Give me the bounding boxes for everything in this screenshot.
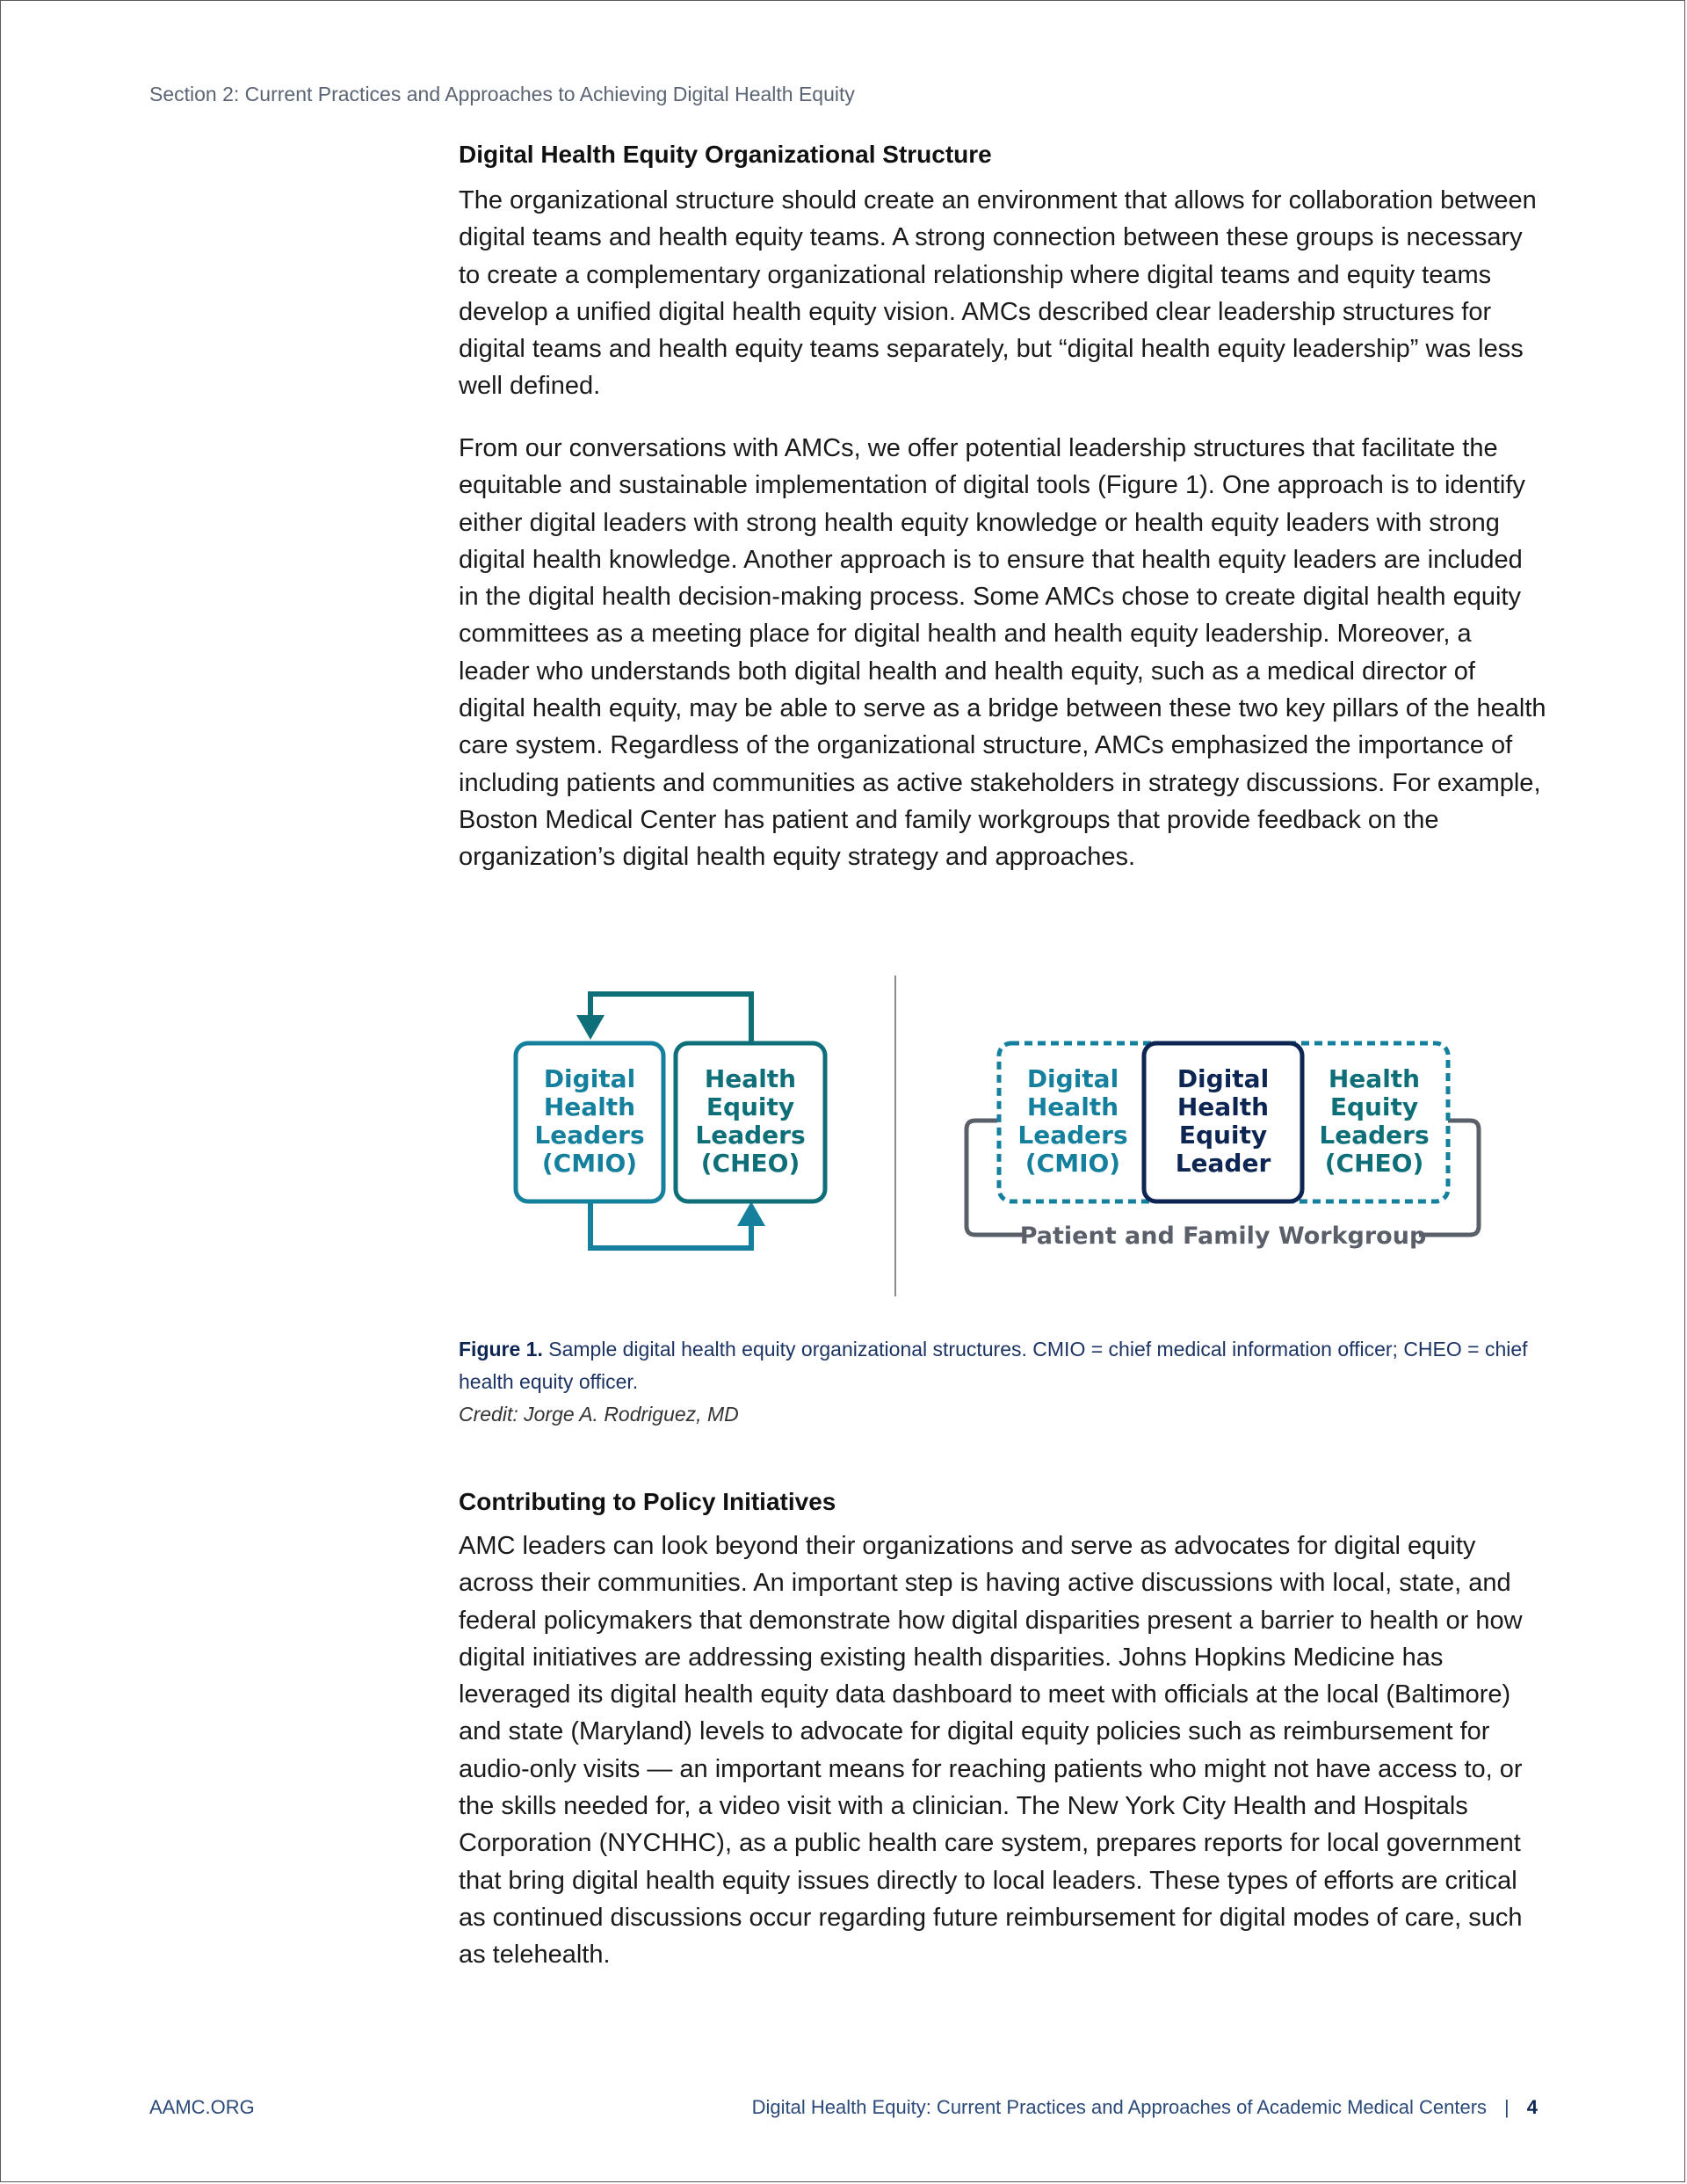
box-label: Leaders (534, 1121, 645, 1150)
org-structure-figure (492, 971, 1511, 1305)
box-label: Leaders (1319, 1121, 1430, 1150)
figure-caption-label: Figure 1. (459, 1338, 543, 1360)
box-label: Health (1328, 1064, 1421, 1093)
box-label: Leader (1175, 1149, 1271, 1178)
box-label: Equity (1178, 1121, 1268, 1150)
box-label: Leaders (695, 1121, 806, 1150)
box-label: (CHEO) (1324, 1149, 1424, 1178)
footer-title: Digital Health Equity: Current Practices and Approaches of Academic Medical Centers (751, 2096, 1488, 2118)
paragraph-3 (459, 1527, 1548, 1974)
figure-caption-block (459, 1333, 1548, 1431)
arrow-up-icon (737, 1201, 765, 1226)
box-label: Digital (1026, 1064, 1119, 1093)
running-head: Section 2: Current Practices and Approaches to Achieving Digital Health Equity (149, 83, 855, 105)
workgroup-label: Patient and Family Workgroup (1019, 1223, 1427, 1250)
box-label: Health (1177, 1092, 1270, 1121)
box-label: Equity (1329, 1092, 1419, 1121)
paragraph-2 (459, 430, 1548, 876)
figure-credit: Credit: Jorge A. Rodriguez, MD (459, 1403, 739, 1426)
figure-caption (459, 1333, 1548, 1398)
box-label: (CMIO) (1025, 1149, 1121, 1178)
paragraph-text: The organizational structure should create an environment that allows for collaboration between digital teams and health equity teams. A strong connection between these groups is necessary to create a complementary organizational relationship where digital teams and equity teams develop a unified digital health equity vision. AMCs described clear leadership structures for digital teams and health equity teams separately, but “digital health equity leadership” was less well defined. (459, 186, 1537, 401)
box-label: Digital (543, 1064, 636, 1093)
footer-separator: | (1504, 2096, 1510, 2118)
figure-caption-text: Sample digital health equity organizational structures. CMIO = chief medical information officer; CHEO = chief health equity officer. (459, 1338, 1528, 1393)
section-policy (459, 1488, 1548, 1516)
footer-title-block (752, 2096, 1538, 2119)
box-label: (CMIO) (541, 1149, 638, 1178)
box-label: Health (543, 1092, 636, 1121)
right-structure (967, 1043, 1479, 1250)
box-label: Leaders (1017, 1121, 1128, 1150)
box-label: Equity (706, 1092, 795, 1121)
page-number: 4 (1526, 2096, 1538, 2118)
box-label: Digital (1177, 1064, 1270, 1093)
paragraph-1 (459, 182, 1548, 405)
left-structure (516, 994, 825, 1248)
paragraph-text: AMC leaders can look beyond their organizations and serve as advocates for digital equity across their communities. An important step is having active discussions with local, state, and federal policymakers that demonstrate how digital disparities present a barrier to health or how digital initiatives are addressing existing health disparities. Johns Hopkins Medicine has leveraged its digital health equity data dashboard to meet with officials at the local (Baltimore) and state (Maryland) levels to advocate for digital equity policies such as reimbursement for audio-only visits — an important means for reaching patients who might not have access to, or the skills needed for, a video visit with a clinician. The New York City Health and Hospitals Corporation (NYCHHC), as a public health care system, prepares reports for local government that bring digital health equity issues directly to local leaders. These types of efforts are critical as continued discussions occur regarding future reimbursement for digital modes of care, such as telehealth. (459, 1532, 1523, 1970)
bottom-connector (590, 1201, 751, 1248)
arrow-down-icon (576, 1015, 605, 1040)
box-label: Health (1026, 1092, 1119, 1121)
top-connector (590, 994, 751, 1043)
section-org-structure (459, 141, 1548, 169)
footer-site[interactable]: AAMC.ORG (149, 2096, 255, 2118)
section-heading: Contributing to Policy Initiatives (459, 1488, 836, 1515)
section-heading: Digital Health Equity Organizational Structure (459, 141, 992, 168)
box-label: Health (704, 1064, 797, 1093)
box-label: (CHEO) (700, 1149, 800, 1178)
paragraph-text: From our conversations with AMCs, we offer potential leadership structures that facilitate the equitable and sustainable implementation of digital tools (Figure 1). One approach is to identify either digital leaders with strong health equity knowledge or health equity leaders with strong digital health knowledge. Another approach is to ensure that health equity leaders are included in the digital health decision-making process. Some AMCs chose to create digital health equity committees as a meeting place for digital health and health equity leadership. Moreover, a leader who understands both digital health and health equity, such as a medical director of digital health equity, may be able to serve as a bridge between these two key pillars of the health care system. Regardless of the organizational structure, AMCs emphasized the importance of including patients and communities as active stakeholders in strategy discussions. For example, Boston Medical Center has patient and family workgroups that provide feedback on the organization’s digital health equity strategy and approaches. (459, 434, 1546, 872)
